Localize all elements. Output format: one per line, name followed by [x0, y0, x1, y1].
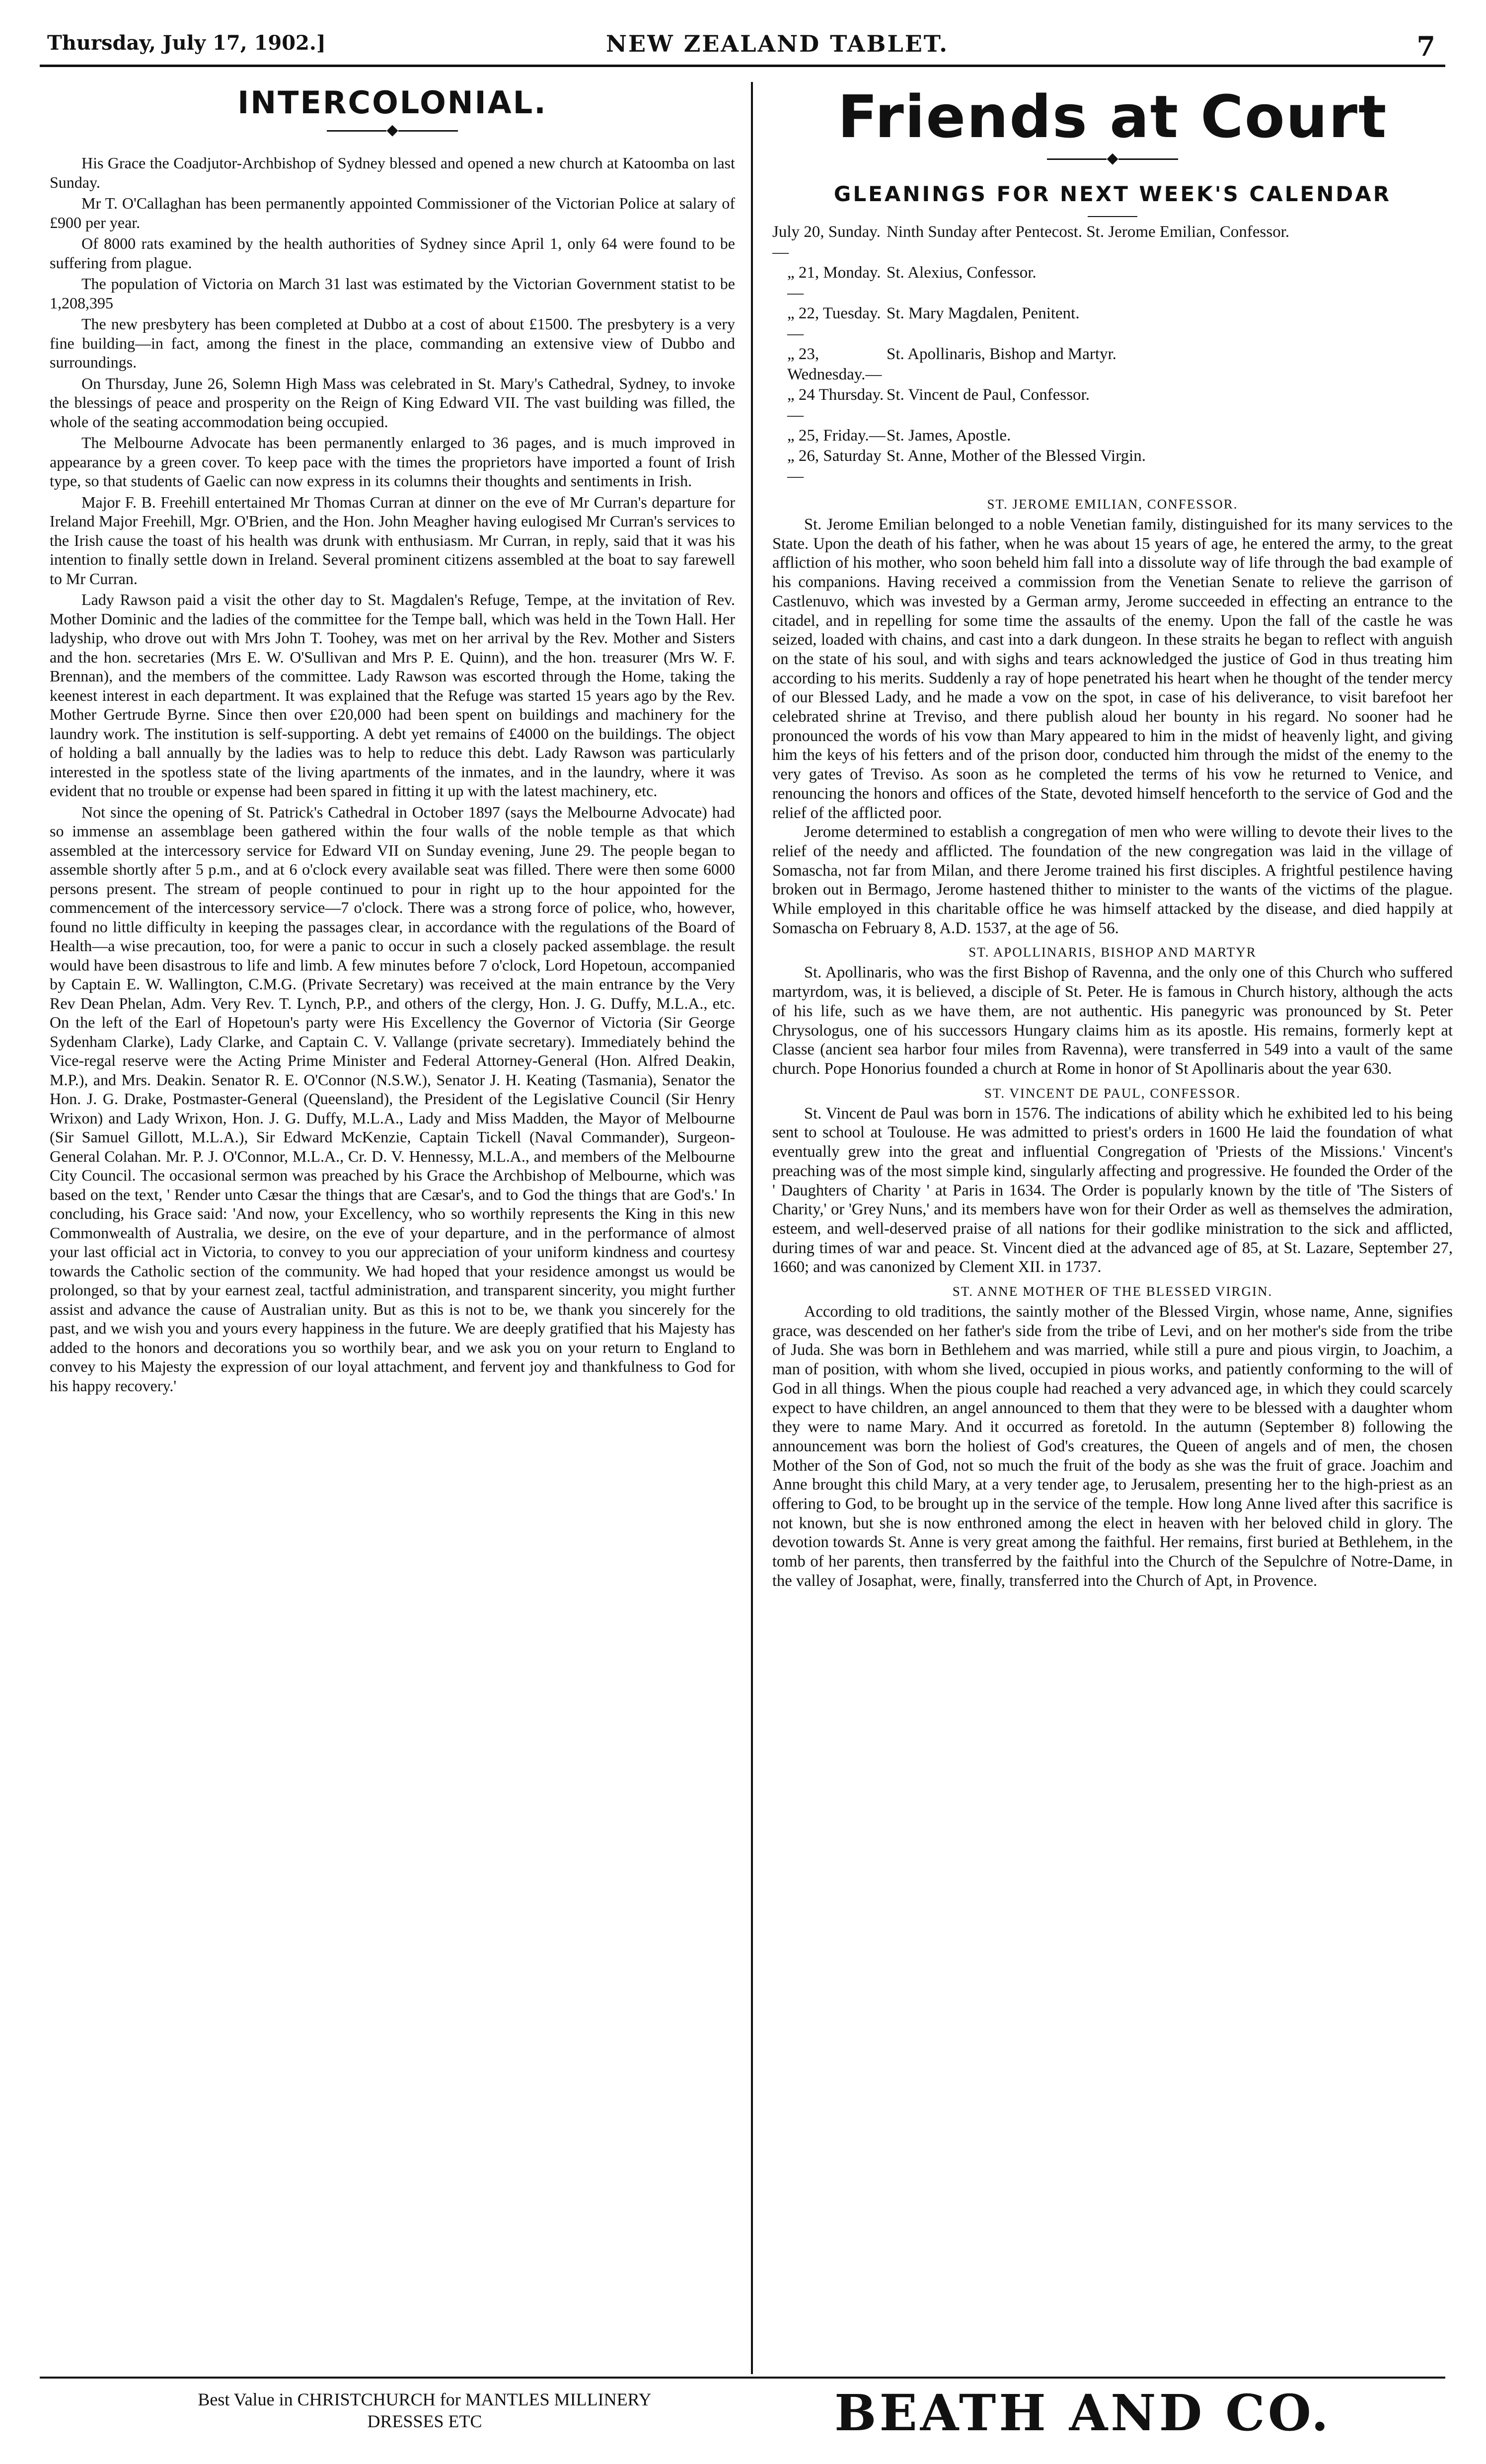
calendar-date: „ 24 Thursday.— — [787, 386, 884, 424]
article-paragraph: The population of Victoria on March 31 last was estimated by the Victorian Government statist to be 1,208,395 — [50, 275, 735, 312]
article-paragraph: Of 8000 rats examined by the health authorities of Sydney since April 1, only 64 were found to be suffering from plague. — [50, 234, 735, 272]
page-number: 7 — [1416, 30, 1435, 62]
column-divider — [751, 82, 753, 2374]
section-subtitle: GLEANINGS FOR NEXT WEEK'S CALENDAR — [833, 182, 1392, 206]
calendar-feast: St. Vincent de Paul, Confessor. — [887, 386, 1090, 404]
saint-heading: ST. ANNE MOTHER OF THE BLESSED VIRGIN. — [952, 1284, 1273, 1299]
friends-at-court-column — [772, 84, 1453, 2369]
article-paragraph: Lady Rawson paid a visit the other day to St. Magdalen's Refuge, Tempe, at the invitation of Rev. Mother Dominic and the ladies of the committee for the Tempe ball, which was held in the Town Hall. Her ladyship, who drove out with Mrs John T. Toohey, was met on her arrival by the Rev. Mother and Sisters and the hon. secretaries (Mrs E. W. O'Sullivan and Mrs P. E. Quinn), and the hon. treasurer (Mrs W. F. Brennan), and the members of the committee. Lady Rawson was escorted through the Home, taking the keenest interest in each department. It was explained that the Refuge was started 15 years ago by the Rev. Mother Gertrude Byrne. Since then over £20,000 had been spent on buildings and machinery for the laundry work. The institution is self-supporting. A debt yet remains of £4000 on the buildings. The object of holding a ball annually by the ladies was to help to reduce this debt. Lady Rawson was particularly interested in the spotless state of the living apartments of the inmates, and in the laundry, where it was evident that no trouble or expense had been spared in fitting it up with the latest machinery, etc. — [50, 591, 735, 800]
saints-articles — [772, 497, 1453, 1591]
calendar-date: „ 26, Saturday — — [787, 447, 882, 485]
article-paragraph: The new presbytery has been completed at Dubbo at a cost of about £1500. The presbytery is a very fine building—in fact, among the finest in the place, commanding an extensive view of Dubbo and surroundings. — [50, 315, 735, 371]
article-paragraph: The Melbourne Advocate has been permanently enlarged to 36 pages, and is much improved in appearance by a green cover. To keep pace with the times the proprietors have imported a fount of Irish type, so that students of Gaelic can now express in its columns their thoughts and sentiments in Irish. — [50, 434, 735, 490]
saint-paragraph: St. Jerome Emilian belonged to a noble Venetian family, distinguished for its many services to the State. Upon the death of his father, when he was about 15 years of age, he entered the army, to the great affliction of his mother, who soon beheld him fall into a dissolute way of life through the bad example of his companions. Having received a commission from the Venetian Senate to relieve the garrison of Castlenuvo, which was invested by a German army, Jerome succeeded in effecting an entrance to the citadel, and in repelling for some time the assaults of the enemy. Upon the fall of the castle he was seized, loaded with chains, and cast into a dark dungeon. In these straits he began to reflect with anguish on the state of his soul, and with sighs and tears acknowledged the justice of God in thus treating him according to his merits. Suddenly a ray of hope penetrated his heart when he thought of the tender mercy of our Blessed Lady, and he made a vow on the spot, in case of his deliverance, to visit barefoot her celebrated shrine at Treviso, and there publish aloud her bounty in his regard. No sooner had he pronounced the words of his vow than Mary appeared to him in the midst of heavenly light, and giving him the keys of his fetters and of the prison door, conducted him through the midst of the enemy to the very gates of Treviso. As soon as he completed the terms of his vow he returned to Venice, and renouncing the honors and offices of the State, devoted himself henceforth to the service of God and the relief of the afflicted poor. — [772, 516, 1453, 822]
article-paragraph: Mr T. O'Callaghan has been permanently appointed Commissioner of the Victorian Police at salary of £900 per year. — [50, 194, 735, 231]
section-title: INTERCOLONIAL. — [237, 84, 547, 121]
ad-line: DRESSES ETC — [367, 2411, 482, 2431]
calendar-feast: St. Apollinaris, Bishop and Martyr. — [887, 345, 1116, 363]
calendar-list — [772, 222, 1453, 487]
diamond-icon: ◆ — [386, 121, 398, 139]
intercolonial-articles — [50, 153, 735, 1395]
calendar-feast: St. James, Apostle. — [887, 427, 1011, 445]
calendar-feast: St. Anne, Mother of the Blessed Virgin. — [887, 447, 1146, 465]
calendar-feast: St. Mary Magdalen, Penitent. — [887, 304, 1080, 322]
calendar-date: „ 23, Wednesday.— — [787, 345, 882, 383]
calendar-feast: Ninth Sunday after Pentecost. St. Jerome Emilian, Confessor. — [887, 223, 1290, 241]
saint-paragraph: Jerome determined to establish a congregation of men who were willing to devote their lives to the relief of the needy and afflicted. The foundation of the new congregation was laid in the village of Somascha, not far from Milan, and there Jerome trained his first disciples. A frightful pestilence having broken out in Bermago, Jerome hastened thither to minister to the wants of the victims of the plague. While employed in this charitable office he was himself attacked by the disease, and died happily at Somascha on February 8, A.D. 1537, at the age of 56. — [772, 823, 1453, 937]
calendar-entry — [772, 446, 1453, 487]
calendar-date: July 20, Sunday.— — [772, 223, 881, 261]
diamond-icon: ◆ — [1107, 149, 1118, 167]
intercolonial-column — [50, 84, 735, 2369]
article-paragraph: Major F. B. Freehill entertained Mr Thomas Curran at dinner on the eve of Mr Curran's departure for Ireland Major Freehill, Mgr. O'Brien, and the Hon. John Meagher having eulogised Mr Curran's services to the Irish cause the toast of his health was drunk with enthusiasm. Mr Curran, in reply, said that it was his intention to finally settle down in Ireland. Several prominent citizens assembled at the boat to say farewell to Mr Curran. — [50, 493, 735, 588]
calendar-entry — [772, 222, 1453, 263]
ornament-divider — [772, 150, 1453, 167]
saint-paragraph: According to old traditions, the saintly mother of the Blessed Virgin, whose name, Anne, signifies grace, was descended on her father's side from the tribe of Levi, and on her mother's side from the tribe of Juda. She was born in Bethlehem and was married, while still a pure and pious virgin, to Joachim, a man of position, with whom she lived, occupied in pious works, and patiently conforming to the will of God in all things. When the pious couple had reached a very advanced age, in which they could scarcely expect to have children, an angel announced to them that they were to be blessed with a daughter whom they were to name Mary. And it occurred as foretold. In the autumn (September 8) following the announcement was born the holiest of God's creatures, the Queen of angels and of men, the chosen Mother of the Son of God, not so much the fruit of the body as she was the fruit of grace. Joachim and Anne brought this child Mary, at a very tender age, to Jerusalem, presenting her to the high-priest as an offering to God, to be brought up in the service of the temple. How long Anne lived after this sacrifice is not known, but she is now enthroned among the elect in heaven with her beloved child in glory. The devotion towards St. Anne is very great among the faithful. Her remains, first buried at Bethlehem, in the tomb of her parents, then transferred by the faithful into the Church of the Sepulchre of Notre-Dame, in the valley of Josaphat, were, finally, transferred into the Church of Apt, in Provence. — [772, 1303, 1453, 1590]
calendar-entry — [772, 263, 1453, 303]
section-title: Friends at Court — [837, 84, 1388, 151]
saint-paragraph: St. Vincent de Paul was born in 1576. The indications of ability which he exhibited led to his being sent to school at Toulouse. He was admitted to priest's orders in 1600 He laid the foundation of what eventually grew into the great and influential Congregation of 'Priests of the Missions.' Vincent's preaching was of the most simple kind, singularly affecting and progressive. He founded the Order of the ' Daughters of Charity ' at Paris in 1634. The Order is popularly known by the title of 'The Sisters of Charity,' or 'Grey Nuns,' and its members have won for their Order as well as themselves the admiration, esteem, and well-deserved praise of all nations for their godlike ministration to the sick and afflicted, during times of war and peace. St. Vincent died at the advanced age of 85, at St. Lazare, September 27, 1660; and was canonized by Clement XII. in 1737. — [772, 1104, 1453, 1276]
publication-title: NEW ZEALAND TABLET. — [606, 30, 949, 57]
calendar-feast: St. Alexius, Confessor. — [887, 264, 1037, 282]
article-paragraph: On Thursday, June 26, Solemn High Mass was celebrated in St. Mary's Cathedral, Sydney, to invoke the blessings of peace and prosperity on the Reign of King Edward VII. The vast building was filled, the whole of the seating accommodation being occupied. — [50, 374, 735, 431]
footer-advertisement — [40, 2377, 1445, 2453]
calendar-entry — [772, 385, 1453, 426]
calendar-date: „ 22, Tuesday.— — [787, 304, 881, 343]
saint-heading: ST. JEROME EMILIAN, CONFESSOR. — [987, 497, 1238, 512]
calendar-entry — [772, 303, 1453, 344]
article-paragraph: Not since the opening of St. Patrick's Cathedral in October 1897 (says the Melbourne Advocate) had so immense an assemblage been gathered within the four walls of the noble temple as that which assembled at the intercessory service for Edward VII on Sunday evening, June 29. The people began to assemble shortly after 5 p.m., and at 6 o'clock every available seat was filled. There were then some 6000 persons present. The stream of people continued to pour in right up to the hour appointed for the commencement of the intercessory service—7 o'clock. There was a strong force of police, who, however, found no little difficulty in keeping the passages clear, in accordance with the regulations of the Board of Health—a wise precaution, too, for were a panic to occur in such a closely packed assemblage. the result would have been disastrous to life and limb. A few minutes before 7 o'clock, Lord Hopetoun, accompanied by Captain E. W. Wallington, C.M.G. (Private Secretary) was received at the main entrance by the Very Rev Dean Phelan, Adm. Very Rev. T. Lynch, P.P., and others of the clergy, Hon. J. G. Duffy, M.L.A., etc. On the left of the Earl of Hopetoun's party were His Excellency the Governor of Victoria (Sir George Sydenham Clarke), Lady Clarke, and Captain C. V. Vallange (private secretary). Immediately behind the Vice-regal reserve were the Acting Prime Minister and Federal Attorney-General (Hon. Alfred Deakin, M.P.), and Mrs. Deakin. Senator R. E. O'Connor (N.S.W.), Senator J. H. Keating (Tasmania), Senator the Hon. J. G. Drake, Postmaster-General (Queensland), the President of the Legislative Council (Sir Henry Wrixon) and Lady Wrixon, Hon. J. G. Duffy, M.L.A., Lady and Miss Madden, the Mayor of Melbourne (Sir Samuel Gillott, M.L.A.), Sir Edward McKenzie, Captain Tickell (Naval Commander), Surgeon-General Colahan. Mr. P. J. O'Connor, M.L.A., Cr. D. V. Hennessy, M.L.A., and members of the Melbourne City Council. The occasional sermon was preached by his Grace the Archbishop of Melbourne, which was based on the text, ' Render unto Cæsar the things that are Cæsar's, and to God the things that are God's.' In concluding, his Grace said: 'And now, your Excellency, who so worthily represents the King in this new Commonwealth of Australia, we desire, on the eve of your departure, and in the performance of almost your last official act in Victoria, to convey to you our appreciation of your uniform kindness and courtesy towards the Catholic section of the community. We had hoped that your residence amongst us would be prolonged, so that by your earnest zeal, tactful administration, and transparent sincerity, you might further assist and advance the cause of Australian unity. But as this is not to be, we thank you sincerely for the past, and we wish you and yours every happiness in the future. We are deeply gratified that his Majesty has added to the honors and decorations you so worthily bear, and we ask you on your return to England to convey to his Majesty the expression of our loyal attachment, and fervent joy and thankfulness to God for his happy recovery.' — [50, 803, 735, 1395]
ad-line: Best Value in CHRISTCHURCH for MANTLES MILLINERY — [198, 2389, 652, 2409]
calendar-entry — [772, 344, 1453, 385]
divider — [1088, 216, 1137, 217]
article-paragraph: His Grace the Coadjutor-Archbishop of Sydney blessed and opened a new church at Katoomba on last Sunday. — [50, 154, 735, 191]
ornament-divider — [50, 122, 735, 139]
saint-paragraph: St. Apollinaris, who was the first Bishop of Ravenna, and the only one of this Church who suffered martyrdom, was, it is believed, a disciple of St. Peter. He is famous in Church history, although the acts of his life, such as we have them, are not authentic. His panegyric was pronounced by St. Peter Chrysologus, one of his successors Hungary claims him as its apostle. His remains, formerly kept at Classe (ancient sea harbor four miles from Ravenna), were transferred in 549 into a vault of the same church. Pope Honorius founded a church at Rome in honor of St Apollinaris about the year 630. — [772, 964, 1453, 1078]
calendar-date: „ 25, Friday.— — [787, 427, 886, 445]
calendar-entry — [772, 426, 1453, 446]
advertiser-name: BEATH AND CO. — [834, 2384, 1332, 2442]
saint-heading: ST. APOLLINARIS, BISHOP AND MARTYR — [968, 945, 1257, 960]
calendar-date: „ 21, Monday.— — [787, 264, 881, 302]
ad-text — [114, 2389, 735, 2432]
issue-date: Thursday, July 17, 1902.] — [47, 31, 326, 55]
masthead — [40, 27, 1445, 67]
saint-heading: ST. VINCENT DE PAUL, CONFESSOR. — [984, 1085, 1241, 1101]
